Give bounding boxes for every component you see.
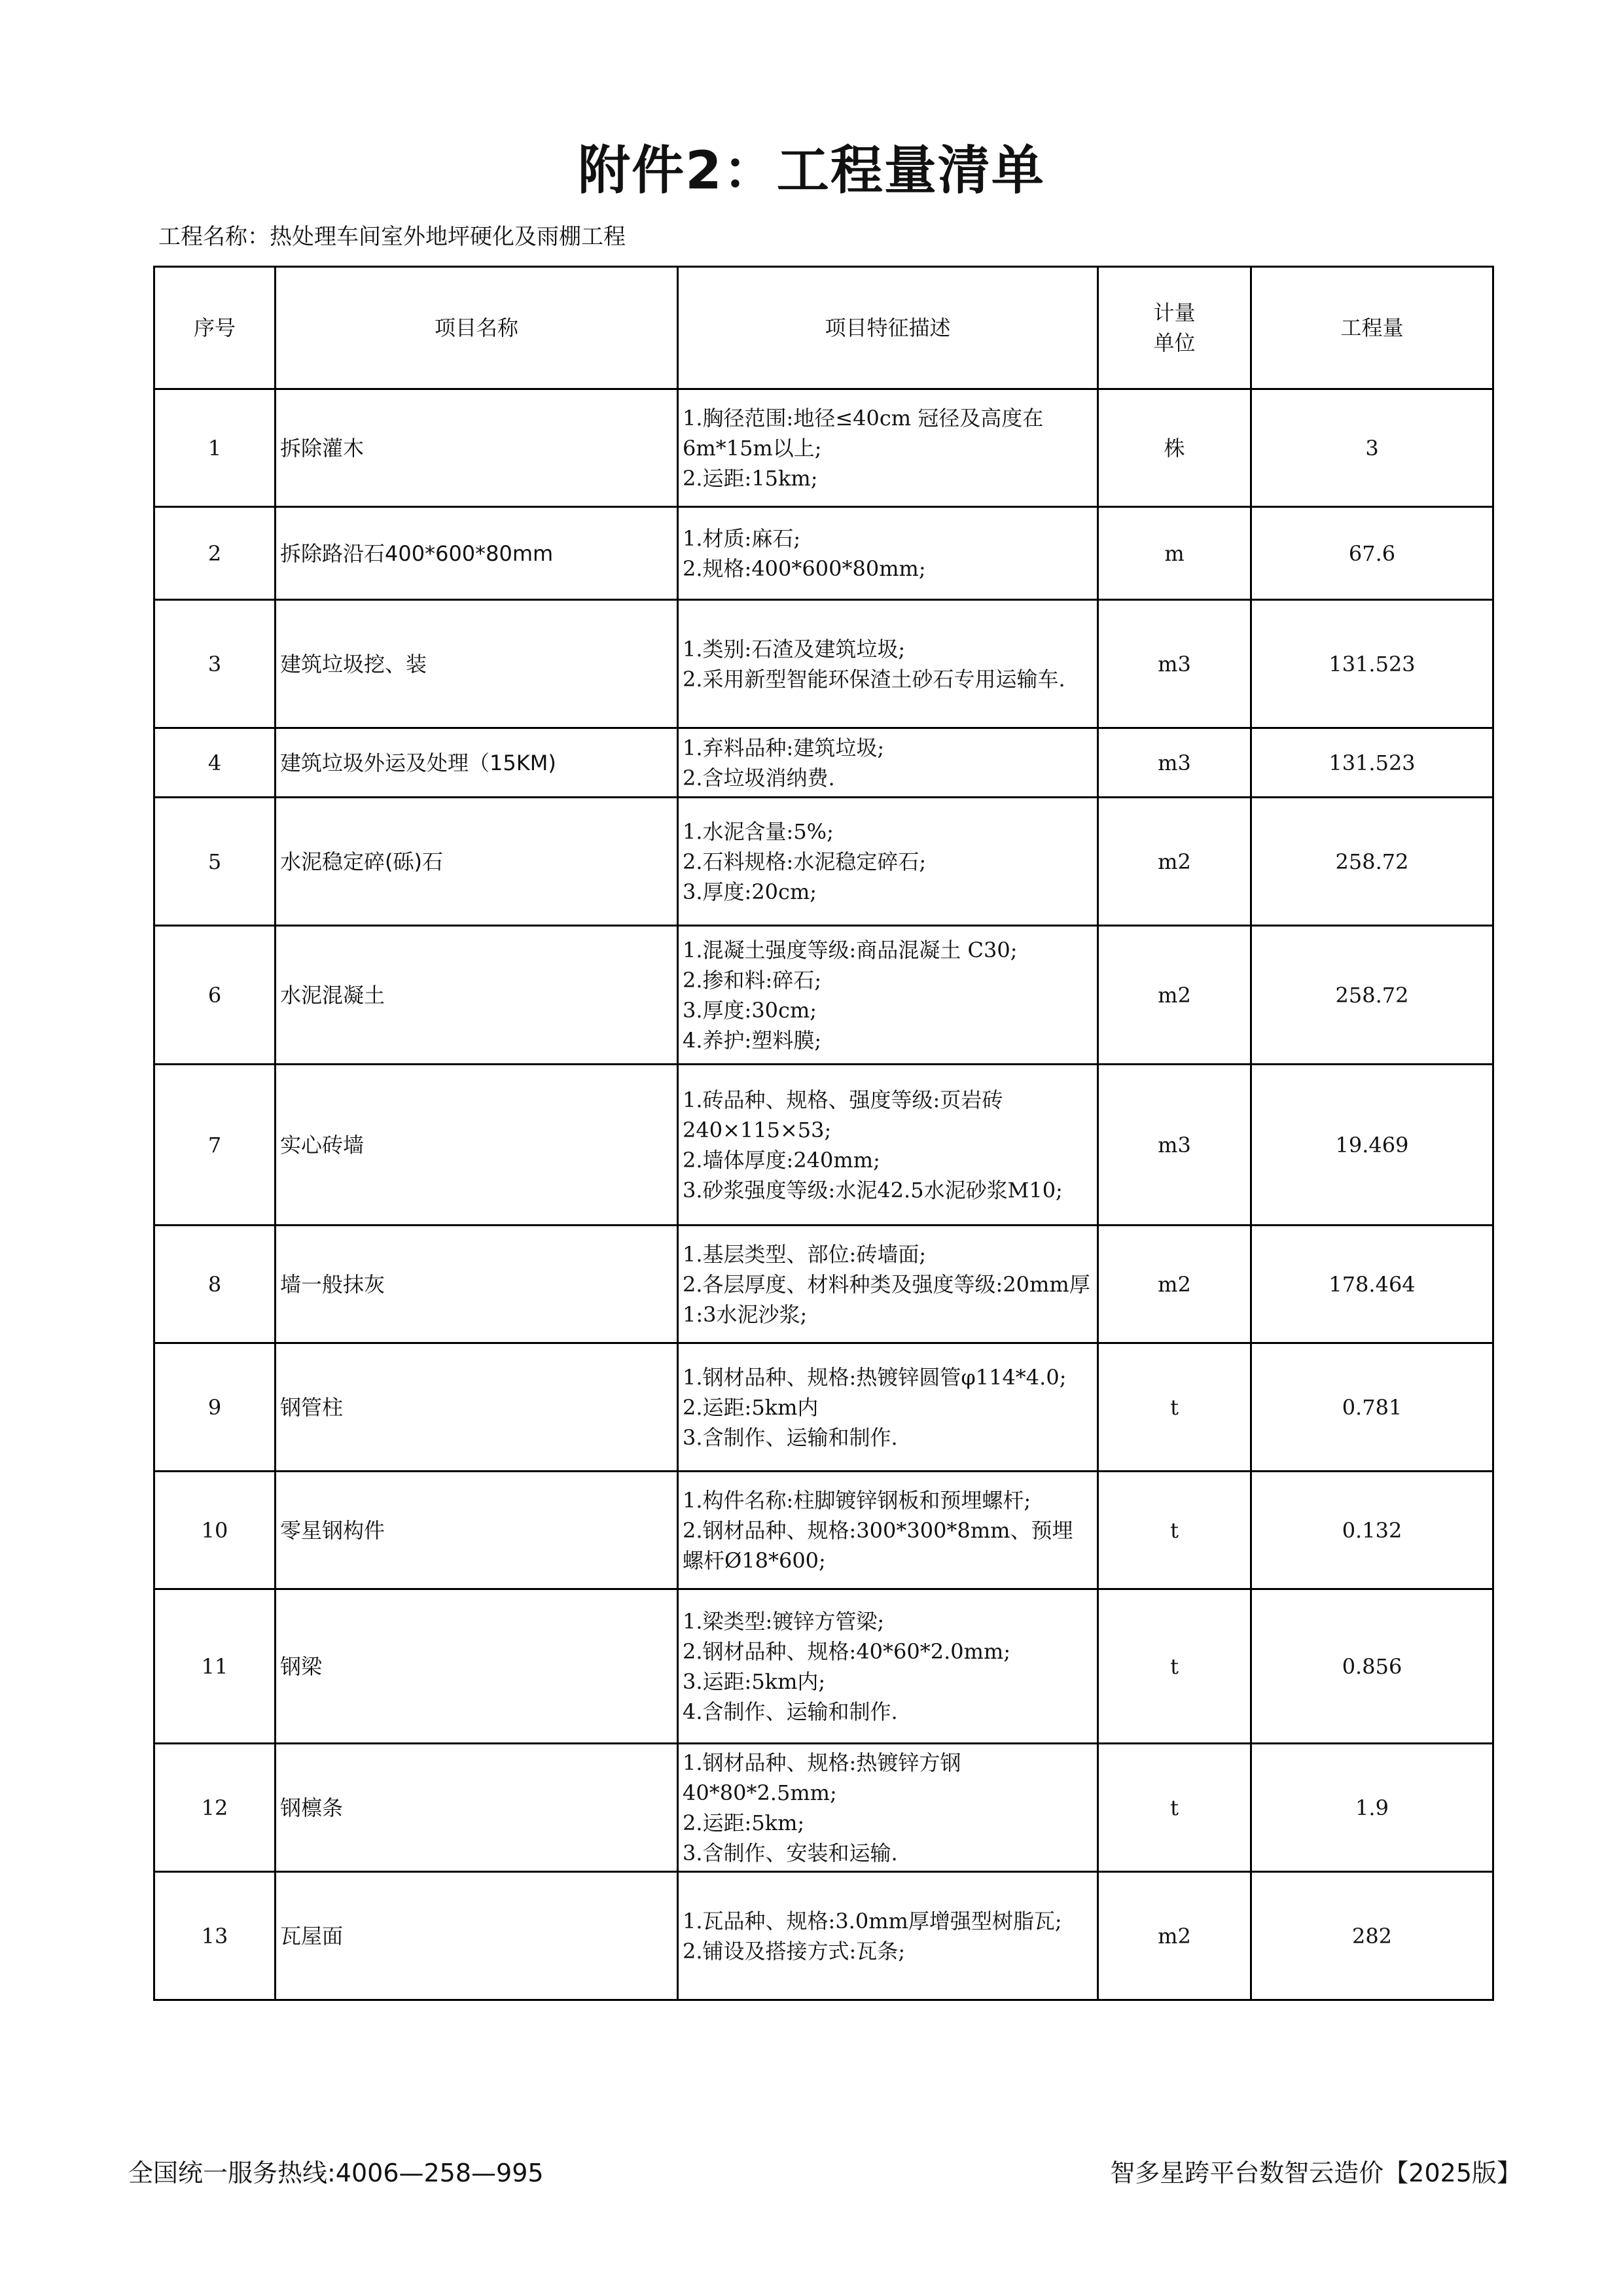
description-line: 2.各层厚度、材料种类及强度等级:20mm厚1:3水泥沙浆; <box>683 1271 1090 1327</box>
row-item-name: 拆除灌木 <box>276 389 678 507</box>
description-line: 3.厚度:20cm; <box>683 879 817 904</box>
row-item-name: 建筑垃圾外运及处理（15KM) <box>276 728 678 798</box>
description-line: 2.铺设及搭接方式:瓦条; <box>683 1938 906 1964</box>
row-index: 9 <box>154 1343 276 1472</box>
description-line: 2.运距:5km; <box>683 1810 805 1835</box>
row-item-name: 拆除路沿石400*600*80mm <box>276 507 678 600</box>
description-line: 3.厚度:30cm; <box>683 997 817 1023</box>
row-index: 10 <box>154 1472 276 1589</box>
row-index: 4 <box>154 728 276 798</box>
row-unit: t <box>1098 1343 1251 1472</box>
description-line: 3.含制作、运输和制作. <box>683 1424 898 1450</box>
description-line: 1.弃料品种:建筑垃圾; <box>683 735 885 760</box>
row-index: 2 <box>154 507 276 600</box>
description-line: 2.掺和料:碎石; <box>683 967 822 993</box>
row-unit: t <box>1098 1744 1251 1872</box>
description-line: 1.水泥含量:5%; <box>683 819 834 844</box>
row-quantity: 0.856 <box>1251 1589 1493 1744</box>
bill-of-quantities-table <box>153 266 1494 2001</box>
table-row <box>154 1472 1493 1589</box>
table-row <box>154 926 1493 1065</box>
table-row <box>154 600 1493 728</box>
row-item-name: 钢檩条 <box>276 1744 678 1872</box>
row-index: 3 <box>154 600 276 728</box>
header-unit <box>1098 267 1251 389</box>
header-item-name: 项目名称 <box>276 267 678 389</box>
row-quantity: 67.6 <box>1251 507 1493 600</box>
row-quantity: 282 <box>1251 1872 1493 2000</box>
description-line: 1.砖品种、规格、强度等级:页岩砖240×115×53; <box>683 1087 1003 1142</box>
description-line: 2.采用新型智能环保渣土砂石专用运输车. <box>683 666 1065 692</box>
row-item-description <box>678 926 1098 1065</box>
row-quantity: 131.523 <box>1251 600 1493 728</box>
table-row <box>154 507 1493 600</box>
row-item-name: 钢梁 <box>276 1589 678 1744</box>
row-unit: t <box>1098 1589 1251 1744</box>
header-index: 序号 <box>154 267 276 389</box>
row-item-description <box>678 798 1098 926</box>
header-item-description: 项目特征描述 <box>678 267 1098 389</box>
row-item-description <box>678 1872 1098 2000</box>
row-index: 13 <box>154 1872 276 2000</box>
description-line: 1.构件名称:柱脚镀锌钢板和预埋螺杆; <box>683 1487 1031 1513</box>
table-row <box>154 1589 1493 1744</box>
row-item-name: 水泥混凝土 <box>276 926 678 1065</box>
row-quantity: 178.464 <box>1251 1226 1493 1343</box>
row-unit: 株 <box>1098 389 1251 507</box>
table-row <box>154 1226 1493 1343</box>
description-line: 1.钢材品种、规格:热镀锌方钢40*80*2.5mm; <box>683 1750 961 1805</box>
row-item-description <box>678 1343 1098 1472</box>
description-line: 2.规格:400*600*80mm; <box>683 556 926 581</box>
table-row <box>154 1744 1493 1872</box>
description-line: 1.瓦品种、规格:3.0mm厚增强型树脂瓦; <box>683 1908 1062 1934</box>
row-unit: m2 <box>1098 798 1251 926</box>
table-header-row <box>154 267 1493 389</box>
row-index: 1 <box>154 389 276 507</box>
row-item-name: 瓦屋面 <box>276 1872 678 2000</box>
row-unit: m3 <box>1098 728 1251 798</box>
row-item-description <box>678 728 1098 798</box>
row-unit: m3 <box>1098 600 1251 728</box>
row-item-description <box>678 600 1098 728</box>
row-item-name: 水泥稳定碎(砾)石 <box>276 798 678 926</box>
row-item-description <box>678 1589 1098 1744</box>
row-index: 6 <box>154 926 276 1065</box>
row-unit: m2 <box>1098 926 1251 1065</box>
description-line: 4.养护:塑料膜; <box>683 1027 822 1053</box>
row-unit: m <box>1098 507 1251 600</box>
row-index: 8 <box>154 1226 276 1343</box>
row-quantity: 1.9 <box>1251 1744 1493 1872</box>
row-item-description <box>678 389 1098 507</box>
row-item-name: 钢管柱 <box>276 1343 678 1472</box>
footer-hotline: 全国统一服务热线:4006—258—995 <box>128 2159 544 2187</box>
description-line: 4.含制作、运输和制作. <box>683 1699 898 1724</box>
description-line: 2.钢材品种、规格:40*60*2.0mm; <box>683 1638 1011 1664</box>
description-line: 1.梁类型:镀锌方管梁; <box>683 1608 885 1634</box>
description-line: 1.基层类型、部位:砖墙面; <box>683 1241 927 1267</box>
description-line: 1.混凝土强度等级:商品混凝土 C30; <box>683 937 1018 963</box>
row-item-name: 墙一般抹灰 <box>276 1226 678 1343</box>
description-line: 1.钢材品种、规格:热镀锌圆管φ114*4.0; <box>683 1364 1067 1390</box>
row-item-name: 零星钢构件 <box>276 1472 678 1589</box>
row-unit: m3 <box>1098 1065 1251 1226</box>
description-line: 2.运距:5km内 <box>683 1394 819 1420</box>
row-index: 5 <box>154 798 276 926</box>
description-line: 2.石料规格:水泥稳定碎石; <box>683 849 927 874</box>
description-line: 2.含垃圾消纳费. <box>683 765 835 790</box>
table-body <box>154 389 1493 2000</box>
row-index: 11 <box>154 1589 276 1744</box>
description-line: 3.运距:5km内; <box>683 1669 826 1694</box>
table-row <box>154 1872 1493 2000</box>
table-row <box>154 798 1493 926</box>
row-index: 7 <box>154 1065 276 1226</box>
row-quantity: 0.781 <box>1251 1343 1493 1472</box>
footer-brand: 智多星跨平台数智云造价【2025版】 <box>1110 2159 1522 2187</box>
row-quantity: 131.523 <box>1251 728 1493 798</box>
table-row <box>154 728 1493 798</box>
header-unit-line2: 单位 <box>1153 330 1196 355</box>
header-unit-line1: 计量 <box>1153 300 1196 325</box>
header-quantity: 工程量 <box>1251 267 1493 389</box>
table-row <box>154 1065 1493 1226</box>
description-line: 3.含制作、安装和运输. <box>683 1840 898 1865</box>
table-row <box>154 389 1493 507</box>
row-quantity: 3 <box>1251 389 1493 507</box>
row-item-name: 建筑垃圾挖、装 <box>276 600 678 728</box>
description-line: 1.胸径范围:地径≤40cm 冠径及高度在6m*15m以上; <box>683 405 1044 461</box>
table-row <box>154 1343 1493 1472</box>
project-name: 工程名称：热处理车间室外地坪硬化及雨棚工程 <box>158 224 626 250</box>
row-unit: m2 <box>1098 1872 1251 2000</box>
row-index: 12 <box>154 1744 276 1872</box>
description-line: 3.砂浆强度等级:水泥42.5水泥砂浆M10; <box>683 1177 1063 1203</box>
row-quantity: 0.132 <box>1251 1472 1493 1589</box>
row-item-description <box>678 507 1098 600</box>
row-quantity: 258.72 <box>1251 798 1493 926</box>
row-item-description <box>678 1226 1098 1343</box>
row-item-name: 实心砖墙 <box>276 1065 678 1226</box>
row-item-description <box>678 1744 1098 1872</box>
row-item-description <box>678 1472 1098 1589</box>
row-quantity: 258.72 <box>1251 926 1493 1065</box>
row-item-description <box>678 1065 1098 1226</box>
row-unit: t <box>1098 1472 1251 1589</box>
row-quantity: 19.469 <box>1251 1065 1493 1226</box>
description-line: 1.材质:麻石; <box>683 525 801 551</box>
row-unit: m2 <box>1098 1226 1251 1343</box>
description-line: 2.运距:15km; <box>683 465 818 491</box>
description-line: 2.墙体厚度:240mm; <box>683 1147 880 1173</box>
description-line: 2.钢材品种、规格:300*300*8mm、预埋螺杆Ø18*600; <box>683 1517 1073 1573</box>
description-line: 1.类别:石渣及建筑垃圾; <box>683 636 906 662</box>
page-title: 附件2：工程量清单 <box>578 140 1045 201</box>
